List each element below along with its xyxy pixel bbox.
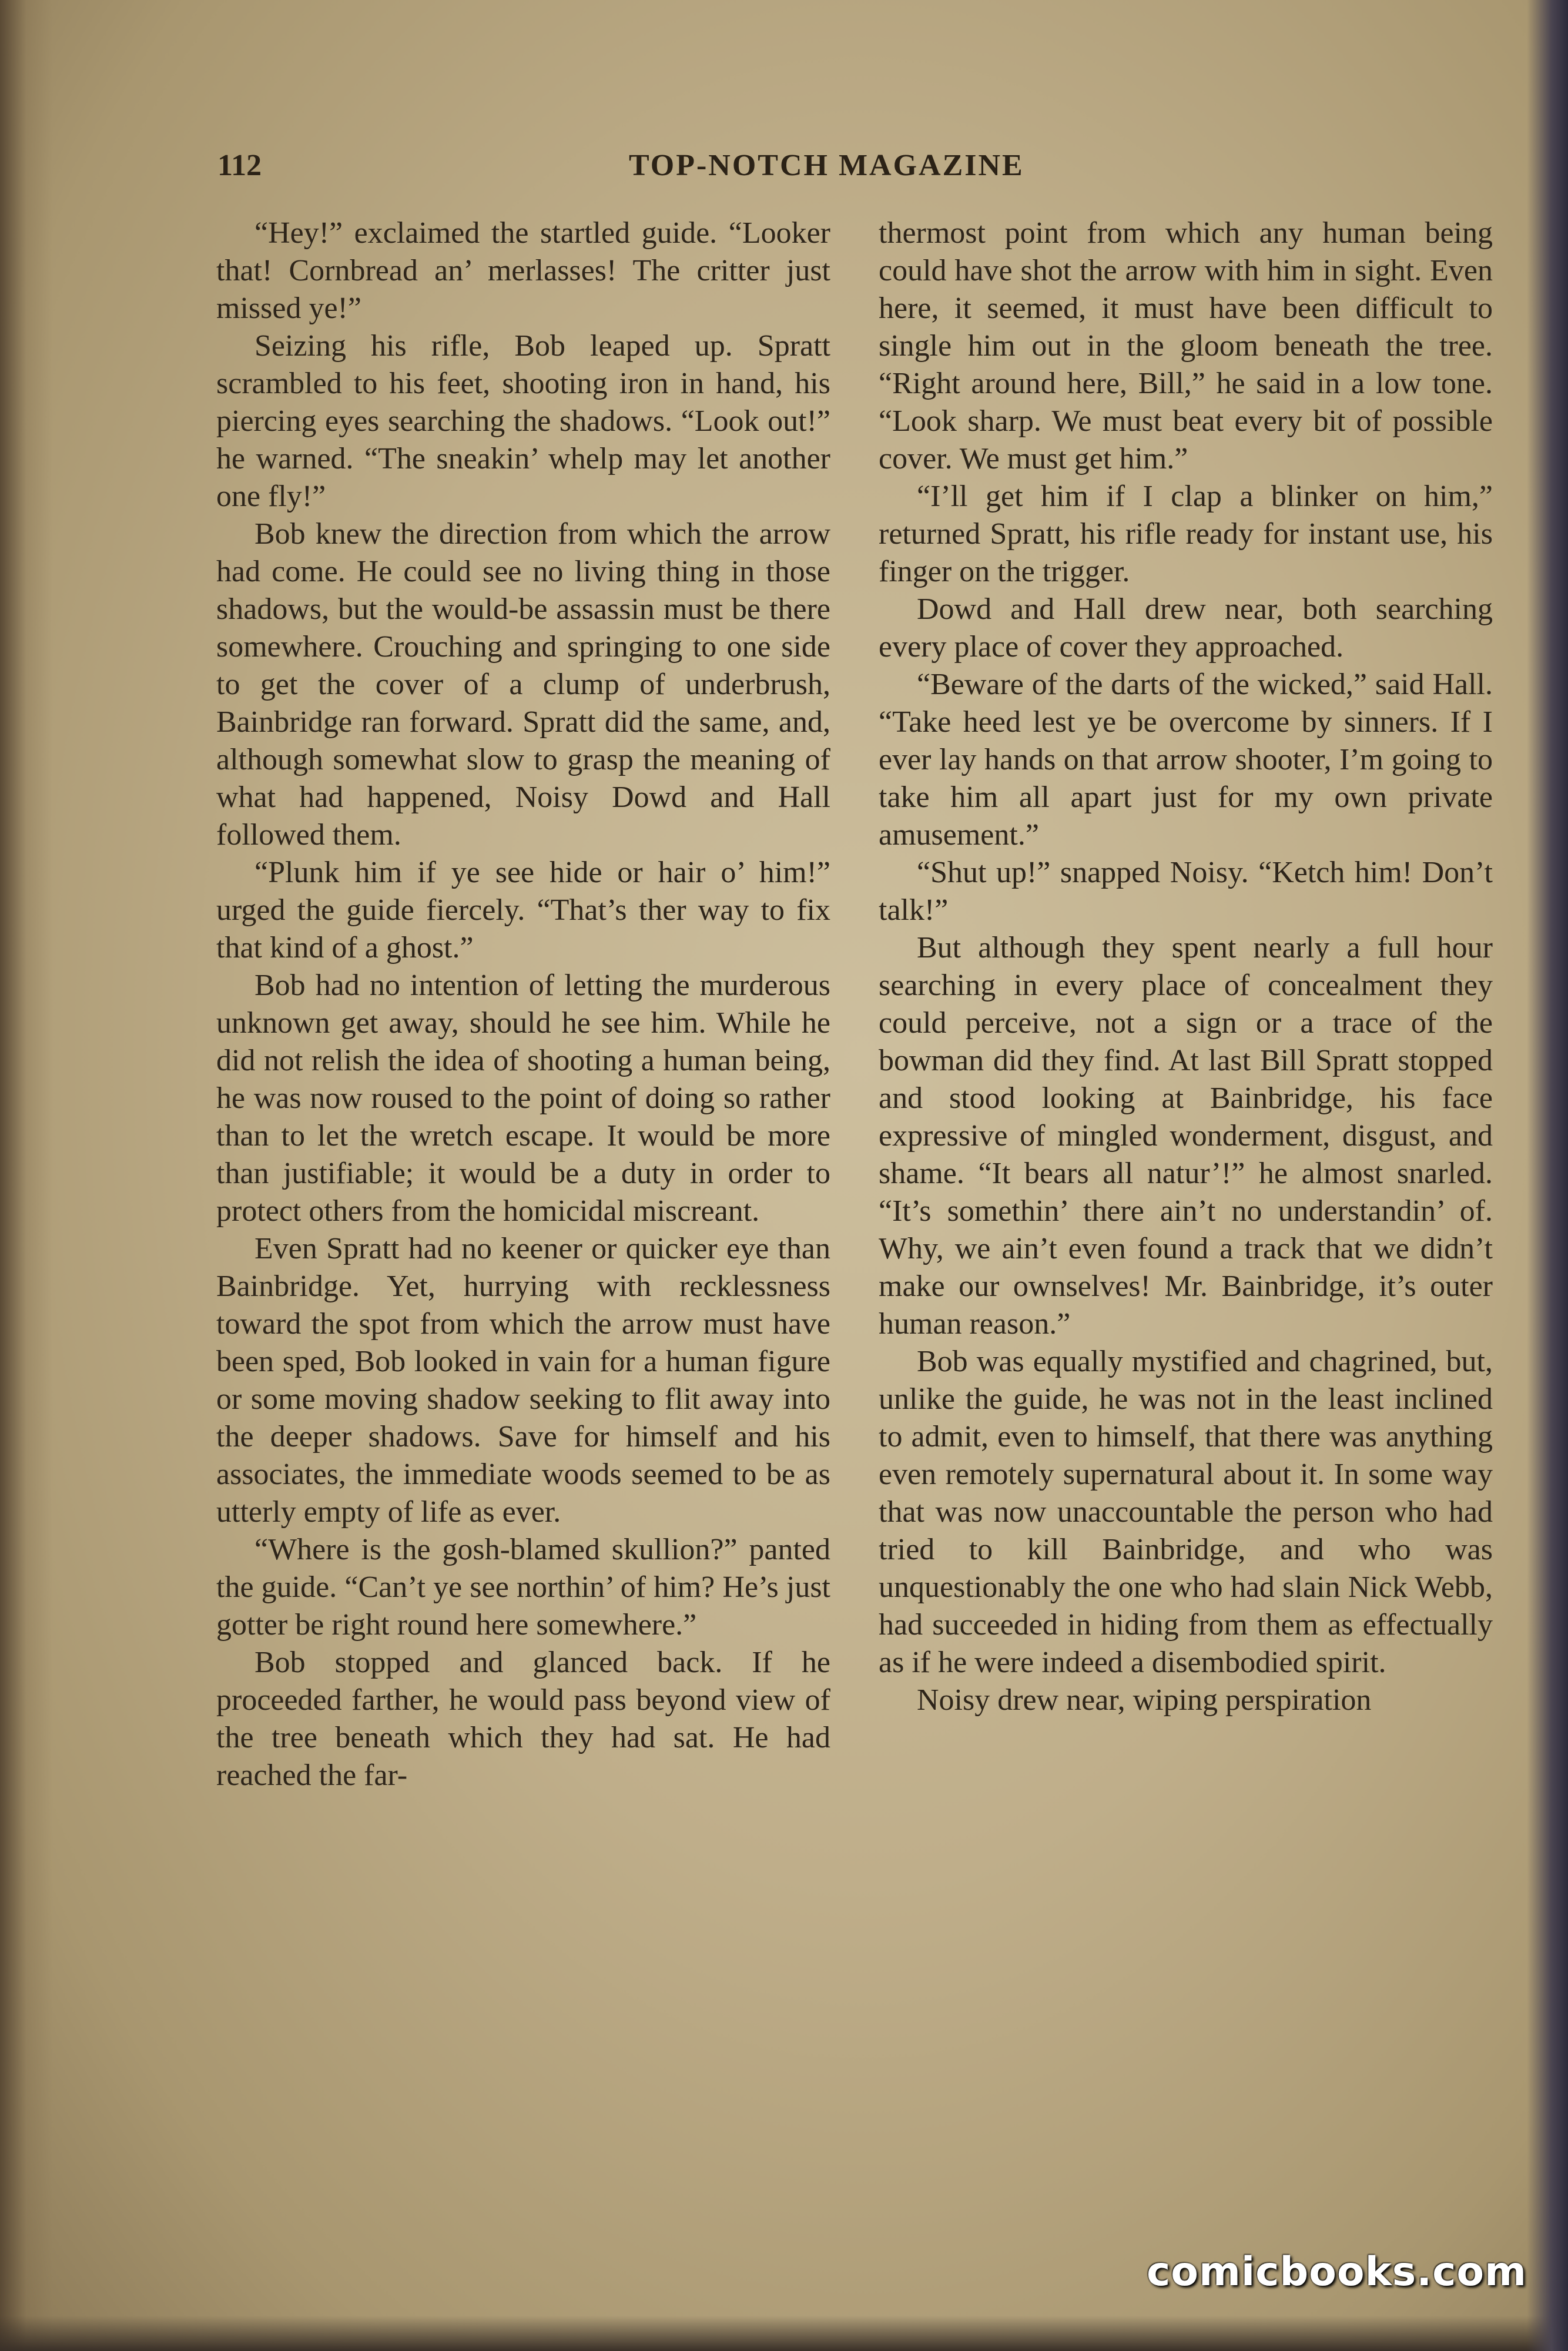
paragraph: “Beware of the darts of the wicked,” said Hall. “Take heed lest ye be overcome by sinners. If I ever lay hands on that arrow shooter, I’m going to take him all apart just for my own private amusement.” [879,668,1493,852]
paragraph: Bob had no intention of letting the murderous unknown get away, should he see him. While he did not relish the idea of shooting a human being, he was now roused to the point of doing so rather than to let the wretch escape. It would be more than justifiable; it would be a duty in order to protect others from the homicidal miscreant. [216,969,830,1228]
paragraph: “Shut up!” snapped Noisy. “Ketch him! Don’t talk!” [879,856,1493,927]
watermark: comicbooks.com [1146,2249,1527,2295]
page-header [217,148,1505,195]
paragraph: “Hey!” exclaimed the startled guide. “Looker that! Cornbread an’ merlasses! The critter just missed ye!” [216,216,830,325]
paragraph: Even Spratt had no keener or quicker eye than Bainbridge. Yet, hurrying with recklessness toward the spot from which the arrow must have been sped, Bob looked in vain for a human figure or some moving shadow seeking to flit away into the deeper shadows. Save for himself and his associates, the immediate woods seemed to be as utterly empty of life as ever. [216,1232,830,1529]
paragraph: Bob was equally mystified and chagrined, but, unlike the guide, he was not in the least inclined to admit, even to himself, that there was anything even remotely supernatural about it. In some way that was now unaccountable the person who had tried to kill Bainbridge, and who was unquestionably the one who had slain Nick Webb, had succeeded in hiding from them as effectually as if he were indeed a disembodied spirit. [879,1345,1493,1679]
right-column [879,215,1493,1719]
paragraph-continuation: thermost point from which any human being could have shot the arrow with him in sight. Even here, it seemed, it must have been difficult to single him out in the gloom beneath the tree. “Right around here, Bill,” he said in a low tone. “Look sharp. We must beat every bit of possible cover. We must get him.” [879,216,1493,475]
paragraph: Dowd and Hall drew near, both searching every place of cover they approached. [879,592,1493,664]
paragraph: Seizing his rifle, Bob leaped up. Spratt scrambled to his feet, shooting iron in hand, his piercing eyes searching the shadows. “Look out!” he warned. “The sneakin’ whelp may let another one fly!” [216,329,830,513]
running-head: TOP-NOTCH MAGAZINE [629,149,1024,182]
paragraph: “Where is the gosh-blamed skullion?” panted the guide. “Can’t ye see northin’ of him? He’s just gotter be right round here somewhere.” [216,1533,830,1642]
paragraph: “I’ll get him if I clap a blinker on him,” returned Spratt, his rifle ready for instant use, his finger on the trigger. [879,480,1493,588]
paragraph: But although they spent nearly a full hour searching in every place of concealment they could perceive, not a sign or a trace of the bowman did they find. At last Bill Spratt stopped and stood looking at Bainbridge, his face expressive of mingled wonderment, disgust, and shame. “It bears all natur’!” he almost snarled. “It’s somethin’ there ain’t no understandin’ of. Why, we ain’t even found a track that we didn’t make our ownselves! Mr. Bainbridge, it’s outer human reason.” [879,931,1493,1341]
left-column [216,215,830,1794]
paragraph: Bob knew the direction from which the arrow had come. He could see no living thing in those shadows, but the would-be assassin must be there somewhere. Crouching and springing to one side to get the cover of a clump of underbrush, Bainbridge ran forward. Spratt did the same, and, although somewhat slow to grasp the meaning of what had happened, Noisy Dowd and Hall followed them. [216,517,830,852]
paragraph: “Plunk him if ye see hide or hair o’ him!” urged the guide fiercely. “That’s ther way to fix that kind of a ghost.” [216,856,830,964]
page-number: 112 [217,149,262,182]
paragraph: Noisy drew near, wiping perspiration [917,1683,1372,1717]
page-bottom-edge [0,2316,1568,2351]
paragraph: Bob stopped and glanced back. If he proceeded farther, he would pass beyond view of the tree beneath which they had sat. He had reached the far- [216,1646,830,1792]
